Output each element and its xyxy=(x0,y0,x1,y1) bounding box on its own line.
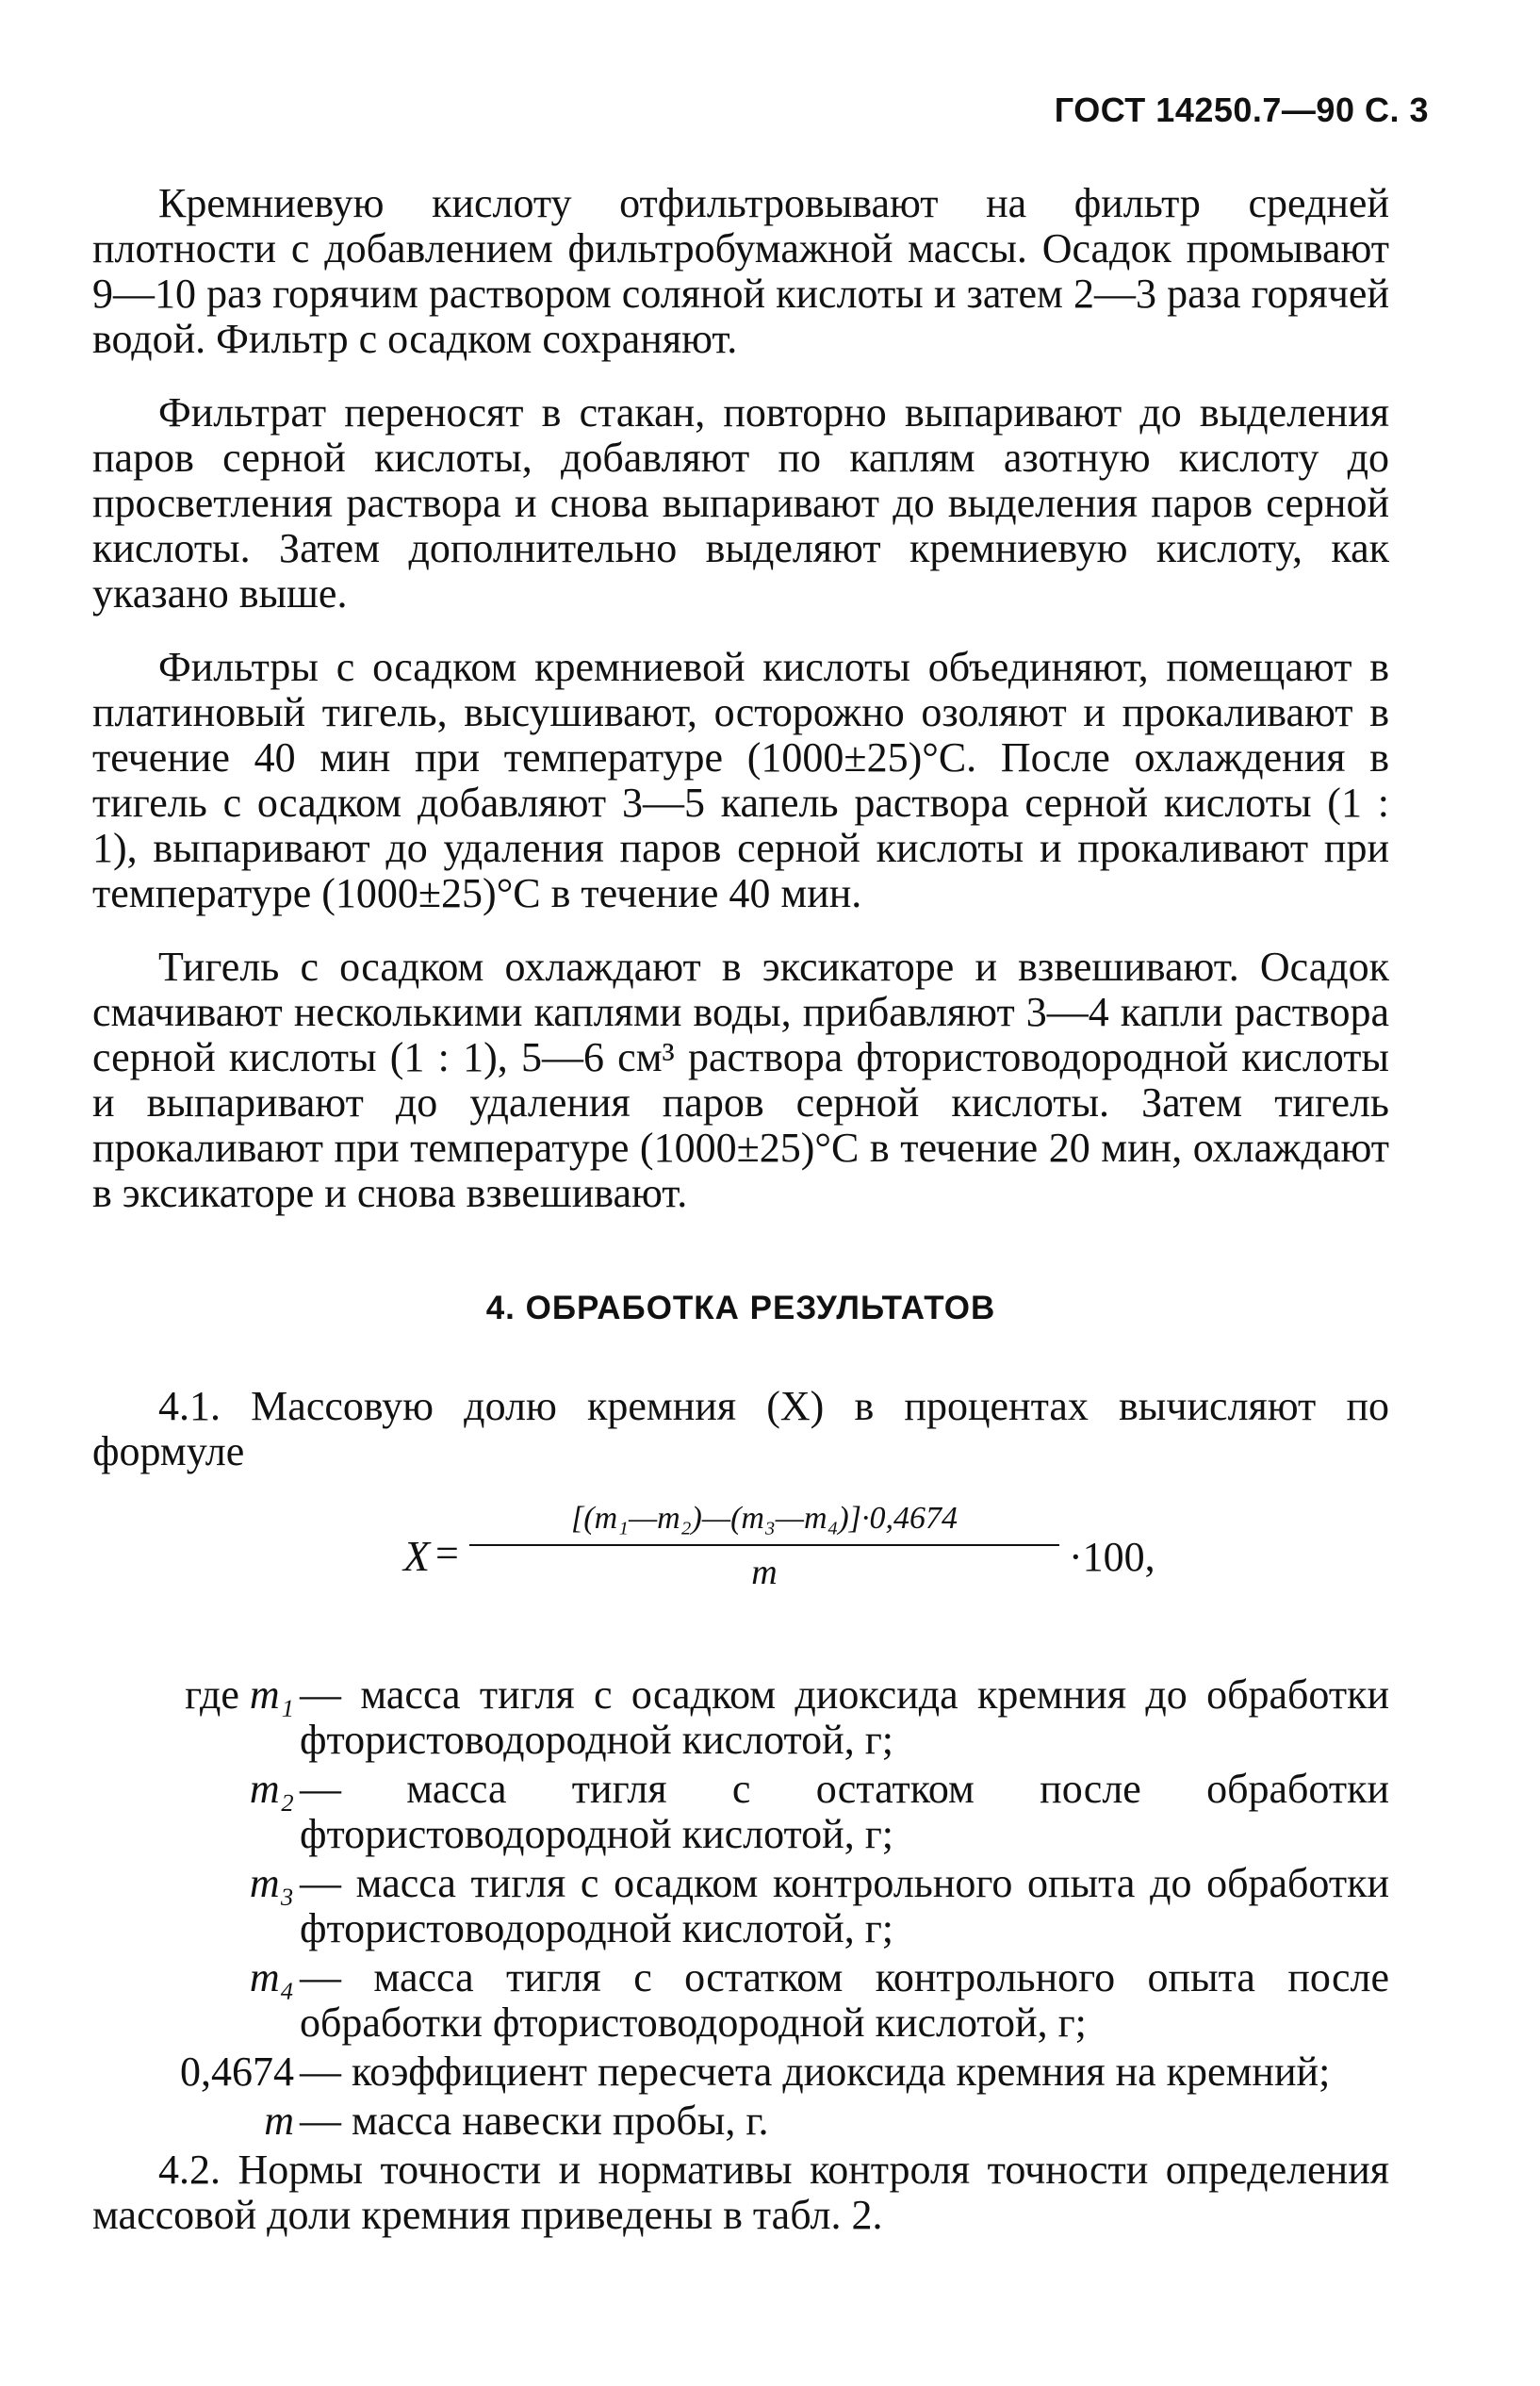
page-content xyxy=(92,181,1389,2266)
definition-symbol: 0,4674 xyxy=(180,2049,294,2095)
definition-text: — масса тигля с осадком контрольного опыта до обработки фтористоводородной кислотой, г; xyxy=(300,1860,1389,1951)
page-header: ГОСТ 14250.7—90 С. 3 xyxy=(1054,91,1429,129)
definition-row xyxy=(92,1955,1389,2046)
fraction-bar xyxy=(469,1544,1059,1546)
definition-row xyxy=(92,2098,1389,2144)
formula xyxy=(92,1497,1389,1638)
paragraph-calcination: Фильтры с осадком кремниевой кислоты объединяют, помещают в платиновый тигель, высушивают, осторожно озоляют и прокаливают в течение 40 мин при температуре (1000±25)°С. После охлаждения в тигель с осадком добавляют 3—5 капель раствора серной кислоты (1 : 1), выпаривают до удаления паров серной кислоты и прокаливают при температуре (1000±25)°С в течение 40 мин. xyxy=(92,644,1389,916)
variable-definitions xyxy=(92,1672,1389,2144)
formula-lhs: X xyxy=(403,1532,431,1580)
formula-denominator: m xyxy=(751,1553,778,1592)
formula-fraction xyxy=(469,1497,1059,1593)
paragraph-filtration: Кремниевую кислоту отфильтровывают на фильтр средней плотности с добавлением фильтробумажной массы. Осадок промывают 9—10 раз горячим раствором соляной кислоты и затем 2—3 раза горячей водой. Фильтр с осадком сохраняют. xyxy=(92,180,1389,362)
definition-prefix: где xyxy=(185,1671,250,1718)
formula-numerator: [(m₁—m₂)—(m₃—m₄)]·0,4674 xyxy=(571,1501,958,1536)
paragraph-weighing: Тигель с осадком охлаждают в эксикаторе и взвешивают. Осадок смачивают несколькими каплями воды, прибавляют 3—4 капли раствора серной кислоты (1 : 1), 5—6 см³ раствора фтористоводородной кислоты и выпаривают до удаления паров серной кислоты. Затем тигель прокаливают при температуре (1000±25)°С в течение 20 мин, охлаждают в эксикаторе и снова взвешивают. xyxy=(92,944,1389,1216)
formula-multiplier: ·100, xyxy=(1069,1534,1155,1580)
paragraph-filtrate: Фильтрат переносят в стакан, повторно выпаривают до выделения паров серной кислоты, добавляют по каплям азотную кислоту до просветления раствора и снова выпаривают до выделения паров серной кислоты. Затем дополнительно выделяют кремниевую кислоту, как указано выше. xyxy=(92,389,1389,617)
definition-symbol: m₄ xyxy=(249,1954,294,2000)
definition-row xyxy=(92,1672,1389,1763)
definition-text: — масса навески пробы, г. xyxy=(300,2098,769,2144)
definition-text: — масса тигля с остатком после обработки фтористоводородной кислотой, г; xyxy=(300,1766,1389,1857)
definition-row xyxy=(92,1767,1389,1857)
section-title: 4. ОБРАБОТКА РЕЗУЛЬТАТОВ xyxy=(485,1290,996,1326)
definition-text: — масса тигля с осадком диоксида кремния до обработки фтористоводородной кислотой, г; xyxy=(300,1671,1389,1763)
formula-equals: = xyxy=(435,1530,459,1576)
clause-4-1: 4.1. Массовую долю кремния (X) в процентах вычисляют по формуле xyxy=(92,1383,1389,1474)
definition-row xyxy=(92,1861,1389,1951)
definition-symbol: m xyxy=(264,2098,294,2144)
clause-4-2: 4.2. Нормы точности и нормативы контроля точности определения массовой доли кремния приведены в табл. 2. xyxy=(92,2147,1389,2238)
definition-symbol: m₁ xyxy=(249,1671,294,1718)
definition-row xyxy=(92,2049,1389,2095)
definition-text: — масса тигля с остатком контрольного опыта после обработки фтористоводородной кислотой, г; xyxy=(300,1954,1389,2046)
definition-symbol: m₂ xyxy=(249,1766,294,1812)
definition-symbol: m₃ xyxy=(249,1860,294,1906)
definition-text: — коэффициент пересчета диоксида кремния на кремний; xyxy=(300,2049,1331,2095)
